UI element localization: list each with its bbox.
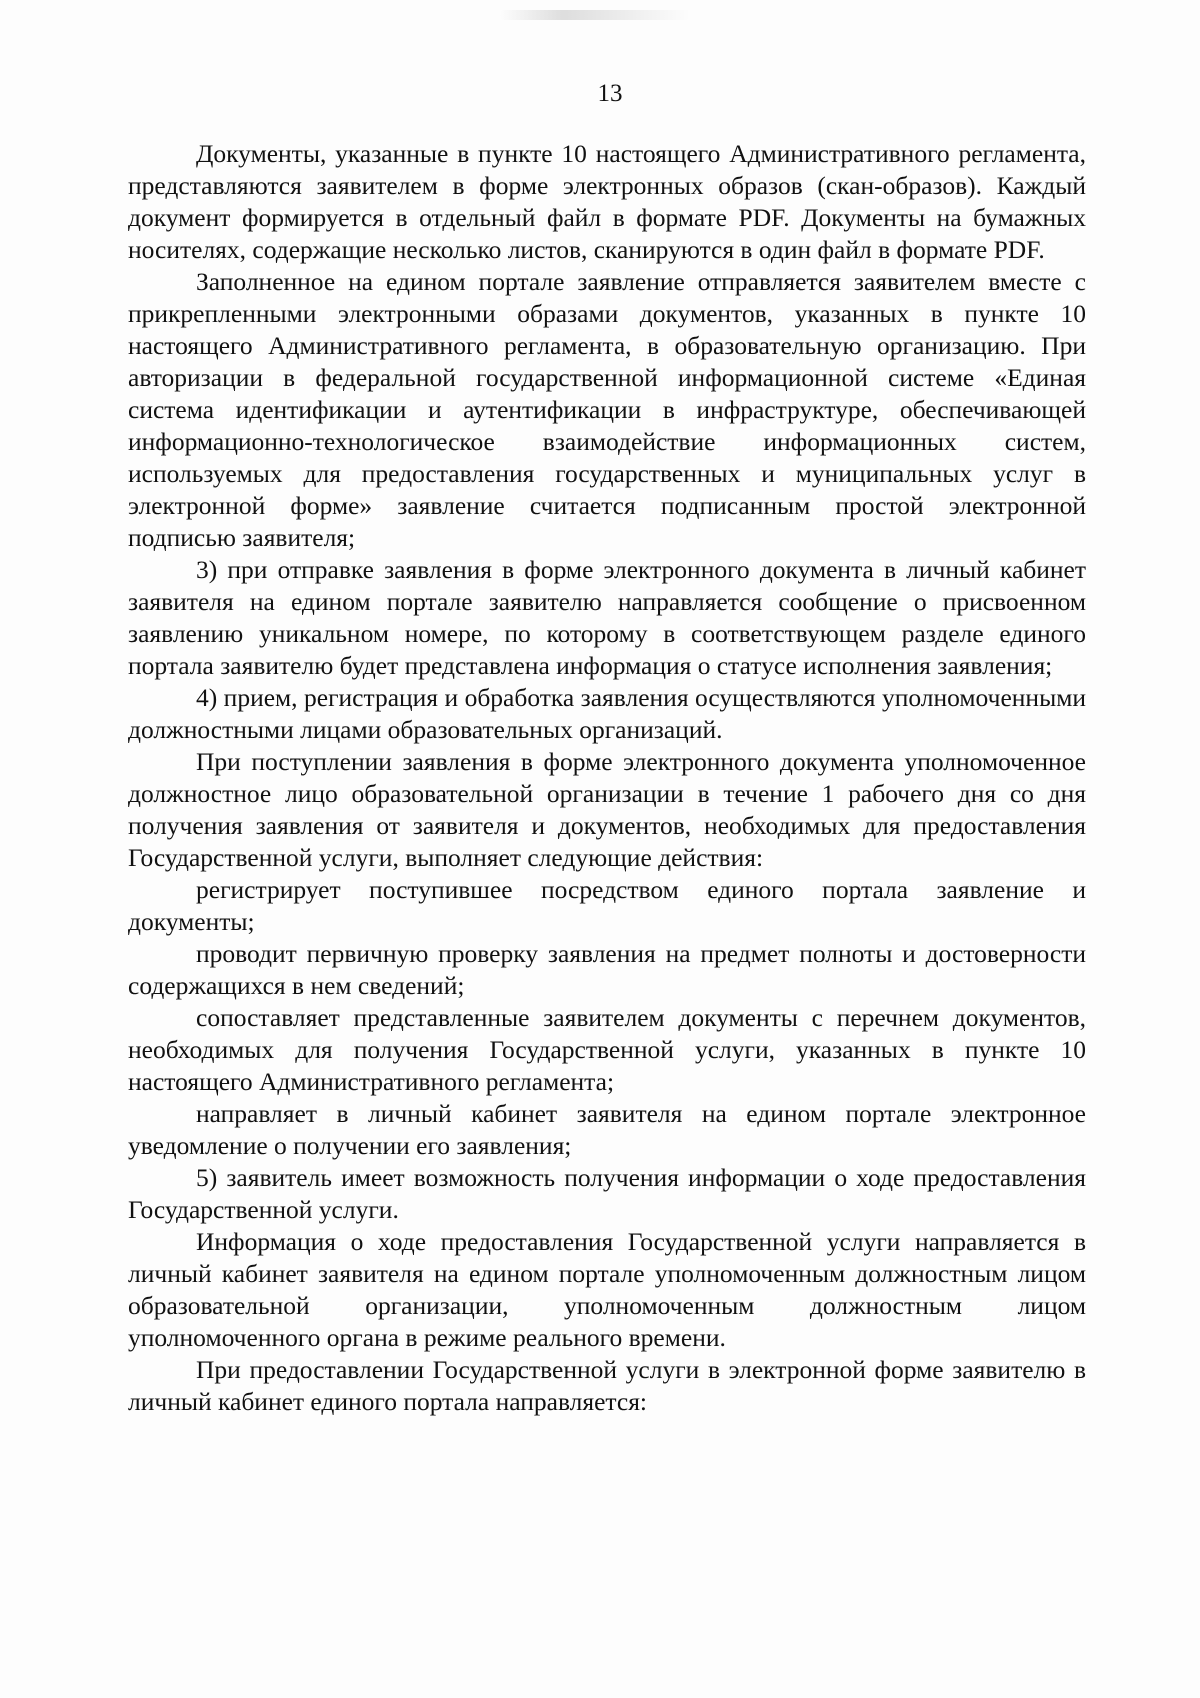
paragraph-item-5: 5) заявитель имеет возможность получения информации о ходе предоставления Государственной услуги.	[128, 1163, 1086, 1224]
paragraph-sends-notification: направляет в личный кабинет заявителя на едином портале электронное уведомление о получении его заявления;	[128, 1099, 1086, 1160]
paragraph-compares: сопоставляет представленные заявителем документы с перечнем документов, необходимых для получения Государственной услуги, указанных в пункте 10 настоящего Административного регламента;	[128, 1003, 1086, 1096]
paragraph-progress-info: Информация о ходе предоставления Государственной услуги направляется в личный кабинет заявителя на едином портале уполномоченным должностным лицом образовательной организации, уполномоченным должностным лицом уполномоченного органа в режиме реального времени.	[128, 1227, 1086, 1352]
paragraph-documents-format: Документы, указанные в пункте 10 настоящего Административного регламента, представляются заявителем в форме электронных образов (скан-образов). Каждый документ формируется в отдельный файл в формате PDF. Документы на бумажных носителях, содержащие несколько листов, сканируются в один файл в формате PDF.	[128, 139, 1086, 264]
paragraph-electronic-form: При предоставлении Государственной услуги в электронной форме заявителю в личный кабинет единого портала направляется:	[128, 1355, 1086, 1416]
page-number: 13	[597, 80, 623, 107]
scan-artifact	[500, 10, 690, 20]
paragraph-item-3: 3) при отправке заявления в форме электронного документа в личный кабинет заявителя на едином портале заявителю направляется сообщение о присвоенном заявлению уникальном номере, по которому в соответствующем разделе единого портала заявителю будет представлена информация о статусе исполнения заявления;	[128, 555, 1086, 680]
paragraph-receipt-actions: При поступлении заявления в форме электронного документа уполномоченное должностное лицо образовательной организации в течение 1 рабочего дня со дня получения заявления от заявителя и документов, необходимых для предоставления Государственной услуги, выполняет следующие действия:	[128, 747, 1086, 872]
document-body	[128, 138, 1086, 1418]
paragraph-portal-submission: Заполненное на едином портале заявление отправляется заявителем вместе с прикрепленными электронными образами документов, указанных в пункте 10 настоящего Административного регламента, в образовательную организацию. При авторизации в федеральной государственной информационной системе «Единая система идентификации и аутентификации в инфраструктуре, обеспечивающей информационно-технологическое взаимодействие информационных систем, используемых для предоставления государственных и муниципальных услуг в электронной форме» заявление считается подписанным простой электронной подписью заявителя;	[128, 267, 1086, 552]
paragraph-initial-check: проводит первичную проверку заявления на предмет полноты и достоверности содержащихся в нем сведений;	[128, 939, 1086, 1000]
paragraph-item-4: 4) прием, регистрация и обработка заявления осуществляются уполномоченными должностными лицами образовательных организаций.	[128, 683, 1086, 744]
paragraph-registers: регистрирует поступившее посредством единого портала заявление и документы;	[128, 875, 1086, 936]
